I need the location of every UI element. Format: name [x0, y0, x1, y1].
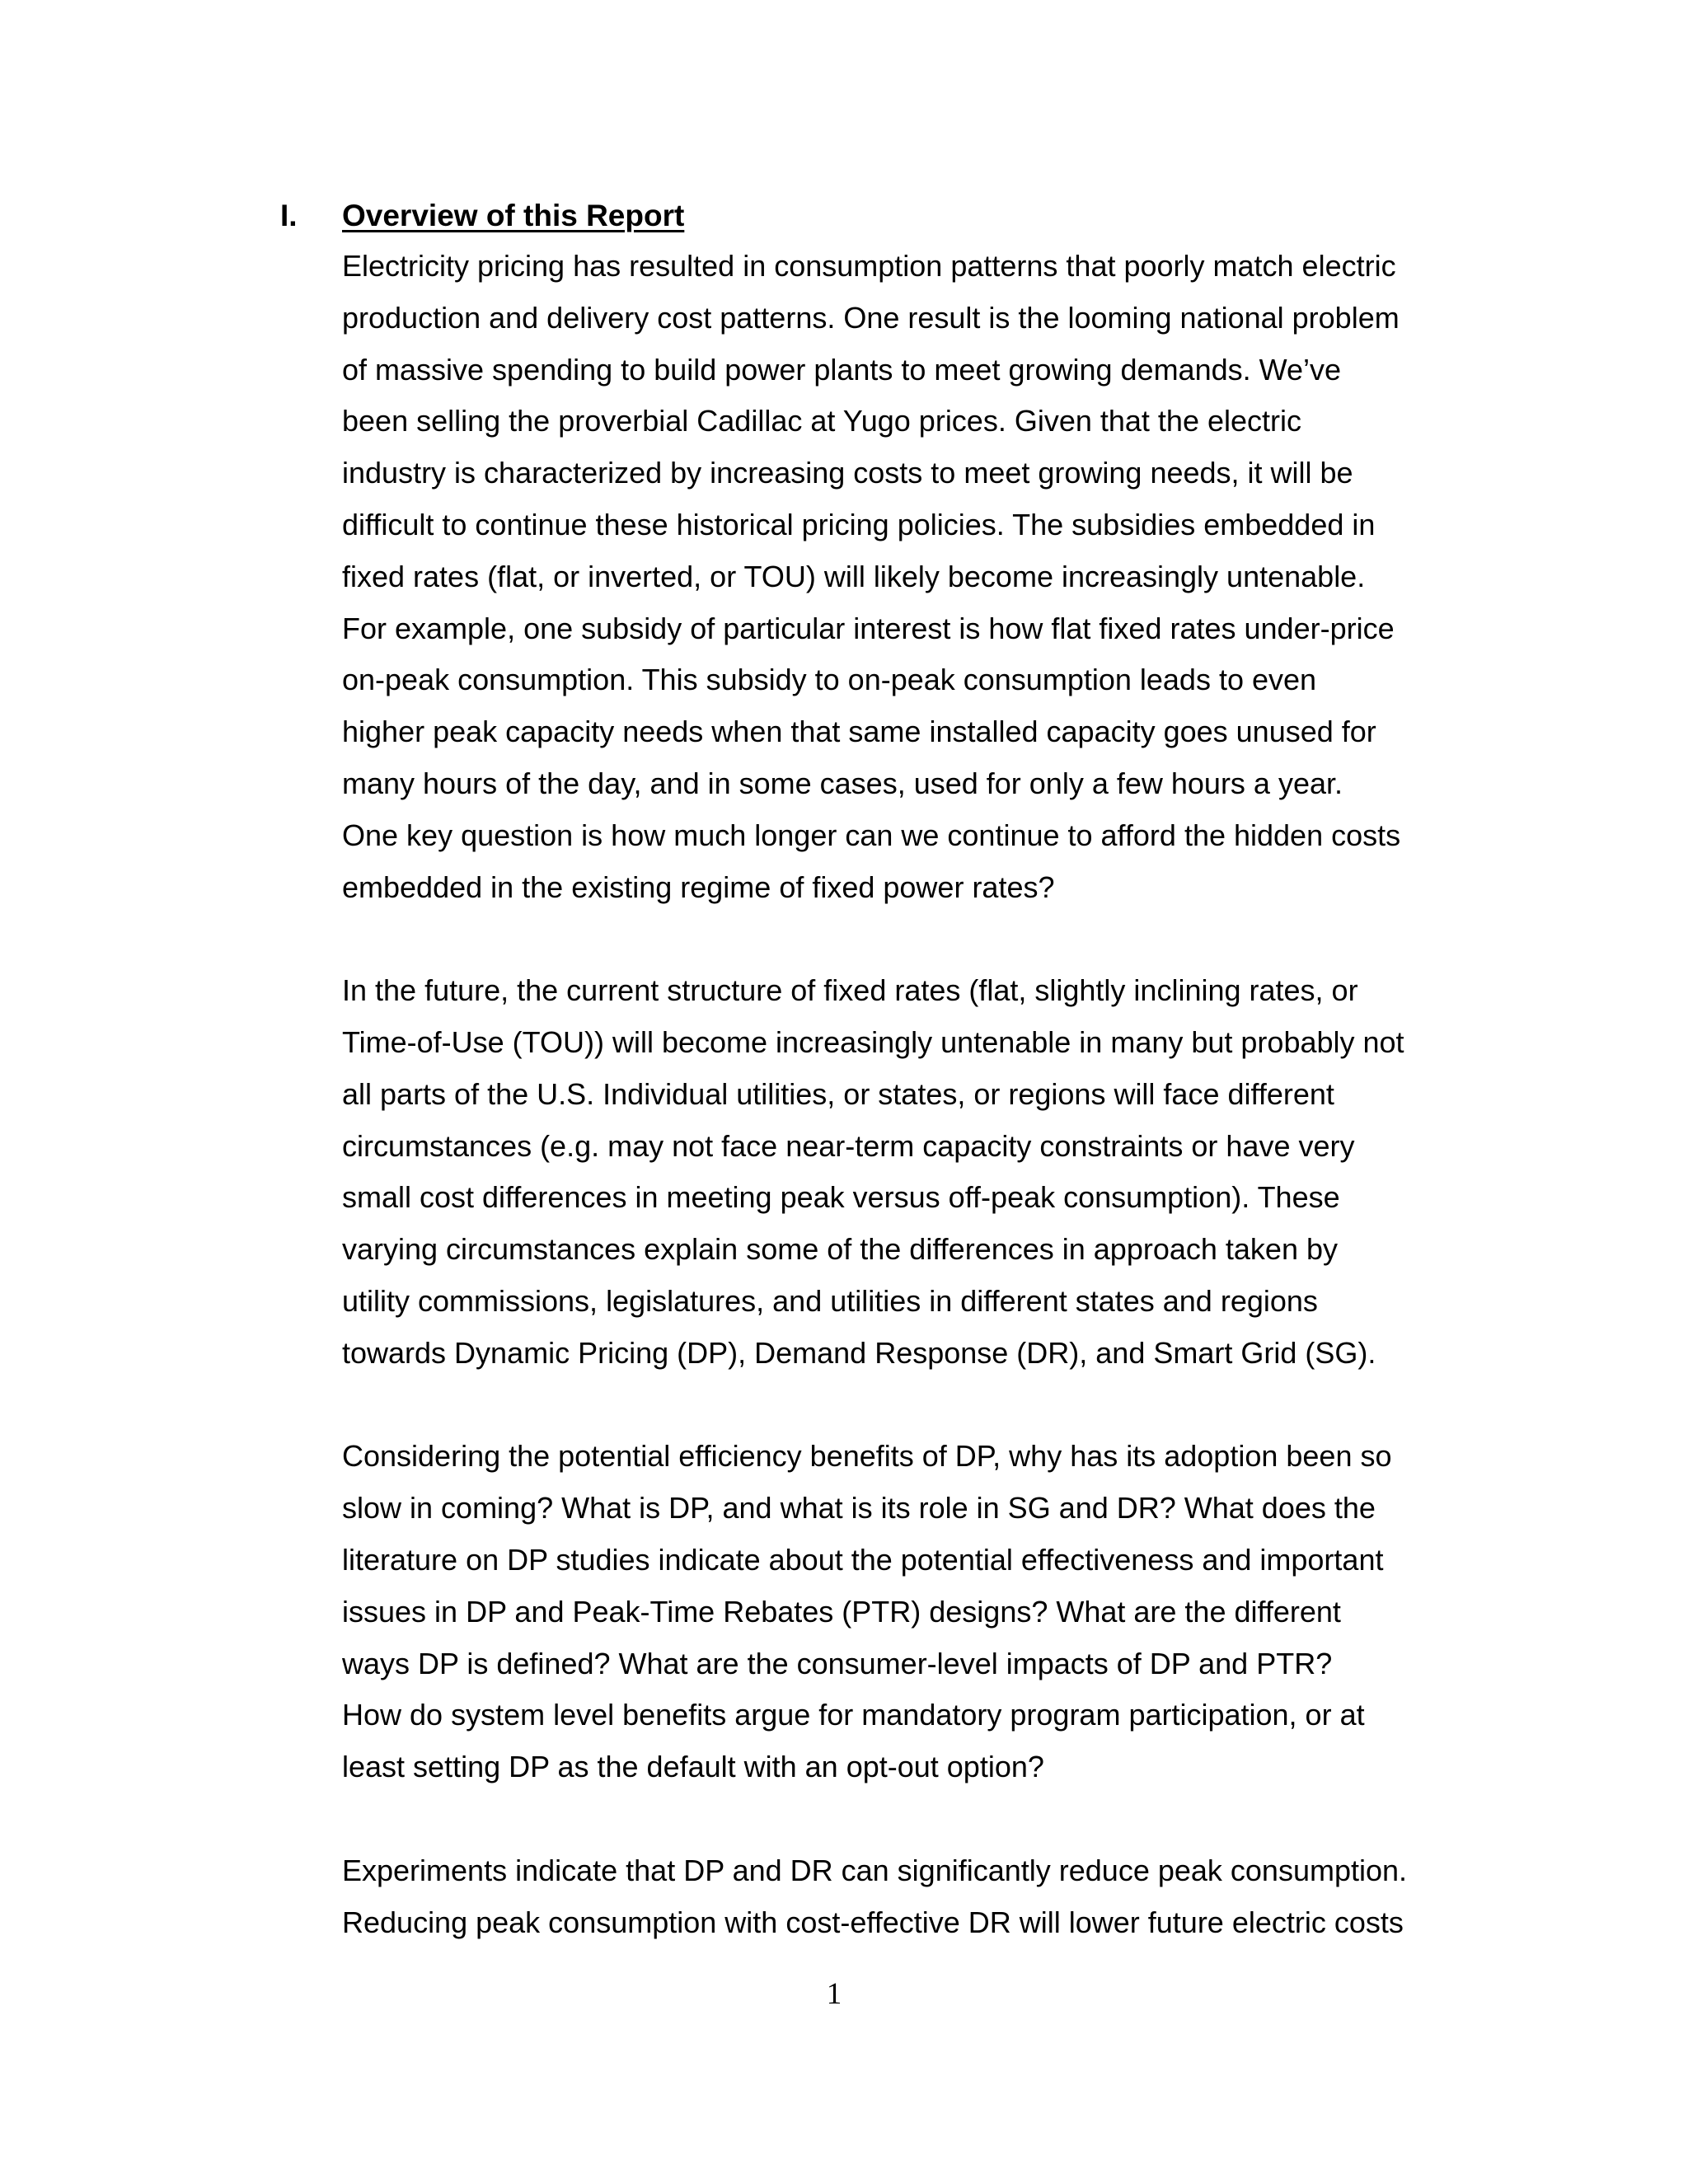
text-line: Reducing peak consumption with cost-effective DR will lower future electric costs [342, 1905, 1404, 1939]
paragraph-4 [342, 1845, 1463, 1949]
text-line: difficult to continue these historical pricing policies. The subsidies embedded in [342, 507, 1376, 541]
text-line: on-peak consumption. This subsidy to on-peak consumption leads to even [342, 663, 1317, 697]
text-line: Electricity pricing has resulted in consumption patterns that poorly match electric [342, 249, 1396, 283]
text-line: industry is characterized by increasing costs to meet growing needs, it will be [342, 456, 1353, 490]
page-number: 1 [826, 1977, 842, 2011]
text-line: How do system level benefits argue for mandatory program participation, or at [342, 1698, 1365, 1732]
text-line: towards Dynamic Pricing (DP), Demand Response (DR), and Smart Grid (SG). [342, 1335, 1376, 1370]
text-line: embedded in the existing regime of fixed power rates? [342, 869, 1055, 904]
text-line: One key question is how much longer can we continue to afford the hidden costs [342, 818, 1401, 852]
text-line: all parts of the U.S. Individual utilities, or states, or regions will face different [342, 1076, 1334, 1111]
text-line: ways DP is defined? What are the consumer-level impacts of DP and PTR? [342, 1646, 1333, 1680]
text-line: least setting DP as the default with an opt-out option? [342, 1750, 1044, 1784]
text-line: utility commissions, legislatures, and utilities in different states and regions [342, 1283, 1318, 1318]
text-line: literature on DP studies indicate about the potential effectiveness and important [342, 1542, 1384, 1577]
text-line: slow in coming? What is DP, and what is its role in SG and DR? What does the [342, 1491, 1376, 1526]
text-line: issues in DP and Peak-Time Rebates (PTR) designs? What are the different [342, 1594, 1341, 1629]
text-line: Time-of-Use (TOU)) will become increasingly untenable in many but probably not [342, 1024, 1404, 1059]
text-line: For example, one subsidy of particular interest is how flat fixed rates under-price [342, 611, 1395, 645]
paragraph-3 [342, 1431, 1463, 1793]
text-line: In the future, the current structure of fixed rates (flat, slightly inclining rates, or [342, 973, 1358, 1008]
text-line: Experiments indicate that DP and DR can significantly reduce peak consumption. [342, 1853, 1408, 1887]
text-line: Considering the potential efficiency benefits of DP, why has its adoption been so [342, 1439, 1392, 1474]
text-line: many hours of the day, and in some cases, used for only a few hours a year. [342, 766, 1343, 800]
text-line: fixed rates (flat, or inverted, or TOU) will likely become increasingly untenable. [342, 559, 1366, 593]
text-line: varying circumstances explain some of the differences in approach taken by [342, 1232, 1338, 1267]
text-line: been selling the proverbial Cadillac at Yugo prices. Given that the electric [342, 404, 1302, 438]
text-line: small cost differences in meeting peak versus off-peak consumption). These [342, 1180, 1340, 1215]
paragraph-2 [342, 965, 1463, 1379]
section-title: Overview of this Report [342, 199, 685, 232]
paragraph-1 [342, 241, 1463, 913]
text-line: of massive spending to build power plants to meet growing demands. We’ve [342, 352, 1341, 387]
section-number: I. [280, 199, 298, 232]
text-line: higher peak capacity needs when that same installed capacity goes unused for [342, 715, 1376, 749]
text-line: production and delivery cost patterns. One result is the looming national problem [342, 300, 1400, 335]
text-line: circumstances (e.g. may not face near-term capacity constraints or have very [342, 1128, 1355, 1163]
section-body [342, 241, 1463, 2000]
